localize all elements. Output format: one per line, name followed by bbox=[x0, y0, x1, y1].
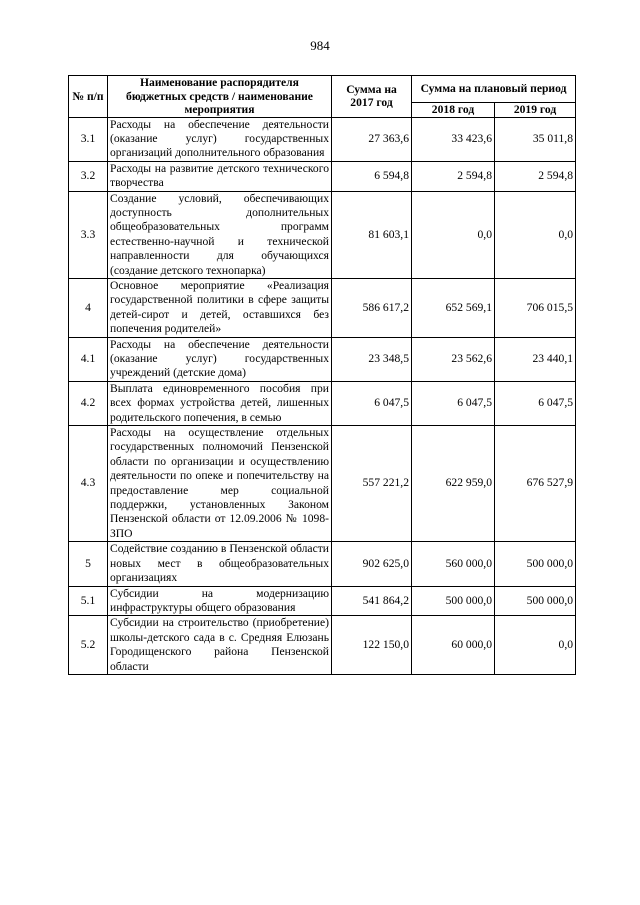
row-number: 4.1 bbox=[69, 337, 108, 381]
row-sum-2018: 652 569,1 bbox=[412, 278, 495, 337]
row-sum-2019: 23 440,1 bbox=[495, 337, 576, 381]
table-row bbox=[69, 161, 576, 191]
row-sum-2018: 560 000,0 bbox=[412, 542, 495, 586]
col-header-number: № п/п bbox=[69, 76, 108, 118]
col-header-2018: 2018 год bbox=[412, 102, 495, 117]
row-number: 3.2 bbox=[69, 161, 108, 191]
table-row bbox=[69, 542, 576, 586]
row-number: 4.3 bbox=[69, 426, 108, 542]
row-sum-2018: 0,0 bbox=[412, 191, 495, 278]
row-name: Расходы на развитие детского технического творчества bbox=[108, 161, 332, 191]
row-sum-2017: 541 864,2 bbox=[332, 586, 412, 616]
row-number: 5.1 bbox=[69, 586, 108, 616]
row-name: Создание условий, обеспечивающих доступность дополнительных общеобразовательных программ естественно-научной и технической направленности для обучающихся (создание детского технопарка) bbox=[108, 191, 332, 278]
table-row bbox=[69, 616, 576, 675]
row-sum-2017: 23 348,5 bbox=[332, 337, 412, 381]
row-sum-2018: 6 047,5 bbox=[412, 381, 495, 425]
row-sum-2018: 33 423,6 bbox=[412, 117, 495, 161]
row-name: Выплата единовременного пособия при всех формах устройства детей, лишенных родительского попечения, в семью bbox=[108, 381, 332, 425]
row-number: 5.2 bbox=[69, 616, 108, 675]
row-sum-2017: 6 047,5 bbox=[332, 381, 412, 425]
row-number: 3.1 bbox=[69, 117, 108, 161]
col-header-sum-2017: Сумма на 2017 год bbox=[332, 76, 412, 118]
row-sum-2017: 557 221,2 bbox=[332, 426, 412, 542]
row-sum-2018: 2 594,8 bbox=[412, 161, 495, 191]
row-name: Субсидии на модернизацию инфраструктуры общего образования bbox=[108, 586, 332, 616]
row-sum-2017: 27 363,6 bbox=[332, 117, 412, 161]
row-name: Субсидии на строительство (приобретение) школы-детского сада в с. Средняя Елюзань Городищенского района Пензенской области bbox=[108, 616, 332, 675]
row-name: Основное мероприятие «Реализация государственной политики в сфере защиты детей-сирот и детей, оставшихся без попечения родителей» bbox=[108, 278, 332, 337]
row-sum-2019: 0,0 bbox=[495, 616, 576, 675]
row-name: Содействие созданию в Пензенской области новых мест в общеобразовательных организациях bbox=[108, 542, 332, 586]
row-number: 4.2 bbox=[69, 381, 108, 425]
row-sum-2017: 6 594,8 bbox=[332, 161, 412, 191]
row-sum-2017: 122 150,0 bbox=[332, 616, 412, 675]
row-sum-2019: 500 000,0 bbox=[495, 542, 576, 586]
row-sum-2019: 6 047,5 bbox=[495, 381, 576, 425]
row-name: Расходы на осуществление отдельных государственных полномочий Пензенской области по организации и осуществлению деятельности по опеке и попечительству на предоставление мер социальной поддержки, установленных Законом Пензенской области от 12.09.2006 № 1098-ЗПО bbox=[108, 426, 332, 542]
table-row bbox=[69, 586, 576, 616]
row-sum-2019: 2 594,8 bbox=[495, 161, 576, 191]
table-row bbox=[69, 381, 576, 425]
col-header-plan-period: Сумма на плановый период bbox=[412, 76, 576, 103]
row-sum-2018: 500 000,0 bbox=[412, 586, 495, 616]
row-sum-2018: 622 959,0 bbox=[412, 426, 495, 542]
row-sum-2017: 81 603,1 bbox=[332, 191, 412, 278]
col-header-2019: 2019 год bbox=[495, 102, 576, 117]
row-sum-2019: 35 011,8 bbox=[495, 117, 576, 161]
table-row bbox=[69, 117, 576, 161]
page-number: 984 bbox=[310, 38, 330, 53]
col-header-name: Наименование распорядителя бюджетных средств / наименование мероприятия bbox=[108, 76, 332, 118]
row-number: 5 bbox=[69, 542, 108, 586]
table-row bbox=[69, 278, 576, 337]
budget-table bbox=[68, 75, 576, 675]
row-sum-2019: 500 000,0 bbox=[495, 586, 576, 616]
row-number: 4 bbox=[69, 278, 108, 337]
row-sum-2019: 0,0 bbox=[495, 191, 576, 278]
row-name: Расходы на обеспечение деятельности (оказание услуг) государственных учреждений (детские дома) bbox=[108, 337, 332, 381]
row-sum-2018: 60 000,0 bbox=[412, 616, 495, 675]
row-name: Расходы на обеспечение деятельности (оказание услуг) государственных организаций дополнительного образования bbox=[108, 117, 332, 161]
header-row bbox=[69, 76, 576, 103]
row-sum-2019: 706 015,5 bbox=[495, 278, 576, 337]
row-sum-2017: 586 617,2 bbox=[332, 278, 412, 337]
table-row bbox=[69, 191, 576, 278]
row-number: 3.3 bbox=[69, 191, 108, 278]
table-row bbox=[69, 426, 576, 542]
row-sum-2017: 902 625,0 bbox=[332, 542, 412, 586]
row-sum-2019: 676 527,9 bbox=[495, 426, 576, 542]
row-sum-2018: 23 562,6 bbox=[412, 337, 495, 381]
table-row bbox=[69, 337, 576, 381]
